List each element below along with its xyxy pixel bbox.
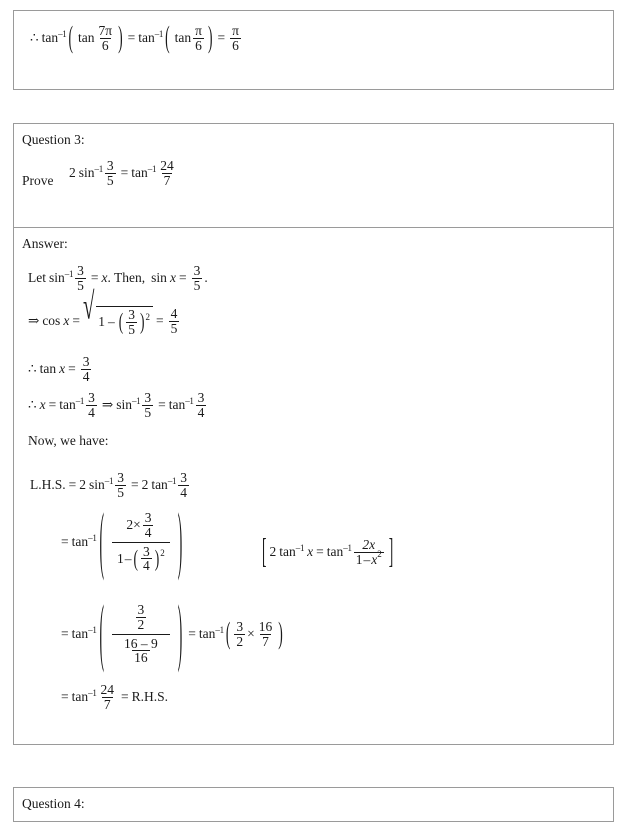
fraction-2x-over-1-minus-x-squared [354,538,384,567]
one: 1 [117,550,124,566]
denominator-group [354,549,384,567]
square-root-expression [82,285,153,337]
denominator: 2 [137,616,145,632]
equals-sign-2: = [155,313,164,329]
denominator: 5 [144,404,152,420]
variable-x: x [59,361,66,377]
inverse-exponent: –1 [58,29,67,40]
then-word: . Then, [107,270,146,286]
open-paren-2: ( [165,19,170,55]
numerator-group [121,511,160,542]
tan-function: tan [131,165,148,181]
close-paren-large: ) [177,497,183,582]
period: . [204,270,208,286]
numerator: π [232,23,239,38]
tan-function-2: tan [168,397,186,413]
fraction-3-over-2 [136,603,147,632]
numerator: 3 [128,307,135,322]
fraction-result-pi-over-6 [230,24,241,53]
denominator: 7 [262,633,269,649]
equals-sign-2: = [130,477,139,493]
question4-heading: Question 4: [22,796,85,811]
numerator: 3 [193,263,201,278]
answer-line-cos [28,285,181,337]
close-paren-2: ) [207,19,213,55]
denominator: 5 [106,172,114,188]
prove-label: Prove [22,173,54,188]
numerator: 3 [88,390,95,405]
inverse-exponent: –1 [88,625,97,636]
minus-sign: – [107,314,115,330]
equals-sign-2: = [121,689,129,705]
denominator: 5 [77,277,84,293]
answer-line-lhs [30,471,191,500]
fraction-3-over-5 [105,159,116,188]
denominator-group [112,634,170,666]
numerator: 3 [180,470,187,485]
numerator-coefficient: 2 [126,517,134,533]
minus-sign: – [363,551,371,567]
answer-line-tan [28,355,93,384]
open-paren-large: ( [99,589,105,674]
tan-function: tan [151,477,168,493]
numerator: 3 [144,390,152,405]
open-paren-large: ( [99,497,105,582]
equals-sign: = [61,534,69,550]
numerator: 4 [170,306,178,321]
fraction-3-over-4 [86,391,97,420]
fraction-3-over-5-result [192,264,203,293]
numerator: 3 [236,618,244,634]
therefore-symbol: ∴ [28,361,37,377]
one: 1 [355,551,363,567]
multiply-sign: × [247,626,255,642]
panel-answer [13,227,614,745]
tan-function: tan [39,361,57,377]
inverse-exponent: –1 [64,269,74,280]
fraction-3-over-4-squared [141,545,152,574]
panel-question-3 [13,123,614,227]
denominator: 5 [170,320,178,336]
fraction-7pi-over-6 [97,24,115,53]
answer-heading: Answer: [22,236,68,251]
denominator: 2 [236,633,244,649]
denominator: 6 [101,37,109,53]
equals-sign-2: = [217,30,226,46]
numerator: 2x [362,537,376,552]
numerator: 24 [100,682,115,697]
equals-sign-1: = [127,30,136,46]
inverse-exponent-3: –1 [185,396,194,407]
exponent-2: 2 [377,549,382,560]
nested-fraction-2 [112,603,170,665]
fraction-3-over-4-inner [143,511,154,540]
sin-function: sin [116,397,132,413]
therefore-symbol: ∴ [28,397,37,413]
answer-line-let [28,264,208,293]
close-paren: ) [118,19,123,55]
tan-function: tan [71,626,89,642]
fraction-3-over-2-right [234,620,245,649]
equals-sign: = [68,477,77,493]
coefficient-2-second: 2 [141,477,149,493]
denominator-group [112,542,170,574]
inverse-exponent-2: –1 [147,164,157,175]
implies-symbol: ⇒ [101,397,114,413]
coefficient-2: 2 [69,165,76,181]
denominator: 7 [163,172,171,188]
inverse-exponent-2: –1 [154,29,164,40]
tan-function: tan [279,544,296,560]
equals-sign: = [120,165,129,181]
inner-tan-function-2: tan [174,30,192,46]
open-paren: ( [118,308,124,335]
exponent-2: 2 [145,312,150,323]
equation-tan-inverse-7pi-6 [30,19,243,55]
equals-sign: = [61,689,69,705]
radical-sign: √ [82,285,95,328]
numerator: 3 [197,390,205,405]
equals-sign-2: = [158,397,166,413]
close-bracket: ] [388,531,394,571]
equals-sign: = [72,313,80,329]
inverse-exponent-2: –1 [167,476,177,487]
numerator: 3 [144,510,152,525]
nested-fraction [112,511,170,573]
numerator: 3 [82,354,90,369]
coefficient-2: 2 [269,544,277,560]
tan-function-2: tan [326,544,344,560]
fraction-24-over-7 [158,159,176,188]
variable-x: x [63,313,70,329]
equals-sign: = [68,361,76,377]
denominator: 16 [134,650,148,666]
variable-x: x [101,270,108,286]
answer-step-final [61,683,168,712]
fraction-3-over-4-result [196,391,207,420]
open-paren: ( [133,545,139,571]
inner-tan-function: tan [78,30,95,46]
denominator: 5 [117,484,124,500]
denominator: 4 [82,368,90,384]
sin-function: sin [89,477,105,493]
denominator: 5 [193,277,201,293]
panel-previous-answer [13,10,614,90]
equals-sign-2: = [178,270,187,286]
close-paren-2: ) [278,615,283,651]
therefore-symbol: ∴ [30,30,39,46]
equals-sign: = [90,270,99,286]
close-paren: ) [139,308,145,335]
tan-function: tan [59,397,76,413]
exponent-2: 2 [160,548,165,559]
numerator: 7π [98,23,113,38]
radicand [96,306,153,337]
fraction-3-over-5 [115,471,126,500]
answer-line-x-equals [28,391,208,420]
answer-step-nested-fraction [61,497,185,582]
denominator: 6 [195,37,202,53]
tan-function: tan [71,534,89,550]
denominator: 4 [144,524,152,540]
inverse-exponent: –1 [94,164,103,175]
denominator: 6 [232,37,239,53]
equals-sign: = [61,626,69,642]
now-we-have-text: Now, we have: [28,433,109,448]
variable-x-2: x [169,270,176,286]
inverse-exponent-2: –1 [215,625,224,636]
inverse-exponent: –1 [295,543,305,554]
coefficient-2: 2 [79,477,87,493]
identity-reference-box [259,531,396,571]
lhs-label: L.H.S. [30,477,66,493]
denominator: 5 [128,321,135,337]
inverse-exponent: –1 [88,688,97,699]
inverse-exponent-2: –1 [343,543,352,554]
variable-x: x [39,397,46,413]
inverse-exponent: –1 [75,396,85,407]
inverse-exponent: –1 [104,476,114,487]
minus-sign: – [124,550,132,566]
fraction-16-over-7 [257,620,275,649]
panel-question-4 [13,787,614,822]
open-paren-2: ( [225,615,231,651]
rhs-label: R.H.S. [131,689,169,705]
tan-function: tan [71,689,89,705]
fraction-16-minus-9-over-16 [122,637,160,666]
numerator: 24 [160,158,174,173]
multiply-sign: × [133,517,141,533]
tan-function: tan [41,30,59,46]
fraction-pi-over-6 [193,24,204,53]
equals-sign: = [316,544,324,560]
denominator: 4 [143,558,150,574]
equals-sign-2: = [188,626,196,642]
open-paren: ( [68,19,73,55]
fraction-3-over-5 [142,391,153,420]
tan-function-2: tan [198,626,216,642]
denominator: 4 [88,404,95,420]
sin-function-2: sin [151,270,167,286]
numerator: π [195,23,202,38]
question-heading: Question 3: [22,132,85,147]
fraction-24-over-7 [99,683,117,712]
numerator: 16 – 9 [124,635,158,651]
variable-x: x [371,551,378,567]
close-paren-large: ) [177,589,183,674]
cos-function: cos [42,313,61,329]
tan-function-2: tan [138,30,155,46]
fraction-3-over-4 [81,355,92,384]
inverse-exponent-2: –1 [131,396,141,407]
numerator: 3 [143,543,150,559]
numerator: 3 [137,602,145,617]
denominator: 4 [197,404,205,420]
numerator: 3 [117,470,124,485]
one: 1 [98,314,105,330]
numerator-group [126,603,157,634]
implies-symbol: ⇒ [28,313,40,329]
fraction-3-over-4 [178,471,189,500]
variable-x: x [307,544,314,560]
fraction-3-over-5-squared [126,308,137,337]
fraction-4-over-5 [169,307,180,336]
sin-function: sin [78,165,95,181]
let-word: Let [28,270,46,286]
inverse-exponent: –1 [88,533,97,544]
answer-step-simplify [61,589,285,674]
denominator: 4 [180,484,187,500]
numerator: 3 [106,158,114,173]
close-paren: ) [154,545,160,571]
numerator: 16 [258,618,273,634]
sin-function: sin [49,270,65,286]
numerator: 3 [77,263,84,278]
denominator: 7 [103,696,111,712]
open-bracket: [ [262,531,267,571]
equation-to-prove [69,159,178,188]
equals-sign: = [48,397,57,413]
